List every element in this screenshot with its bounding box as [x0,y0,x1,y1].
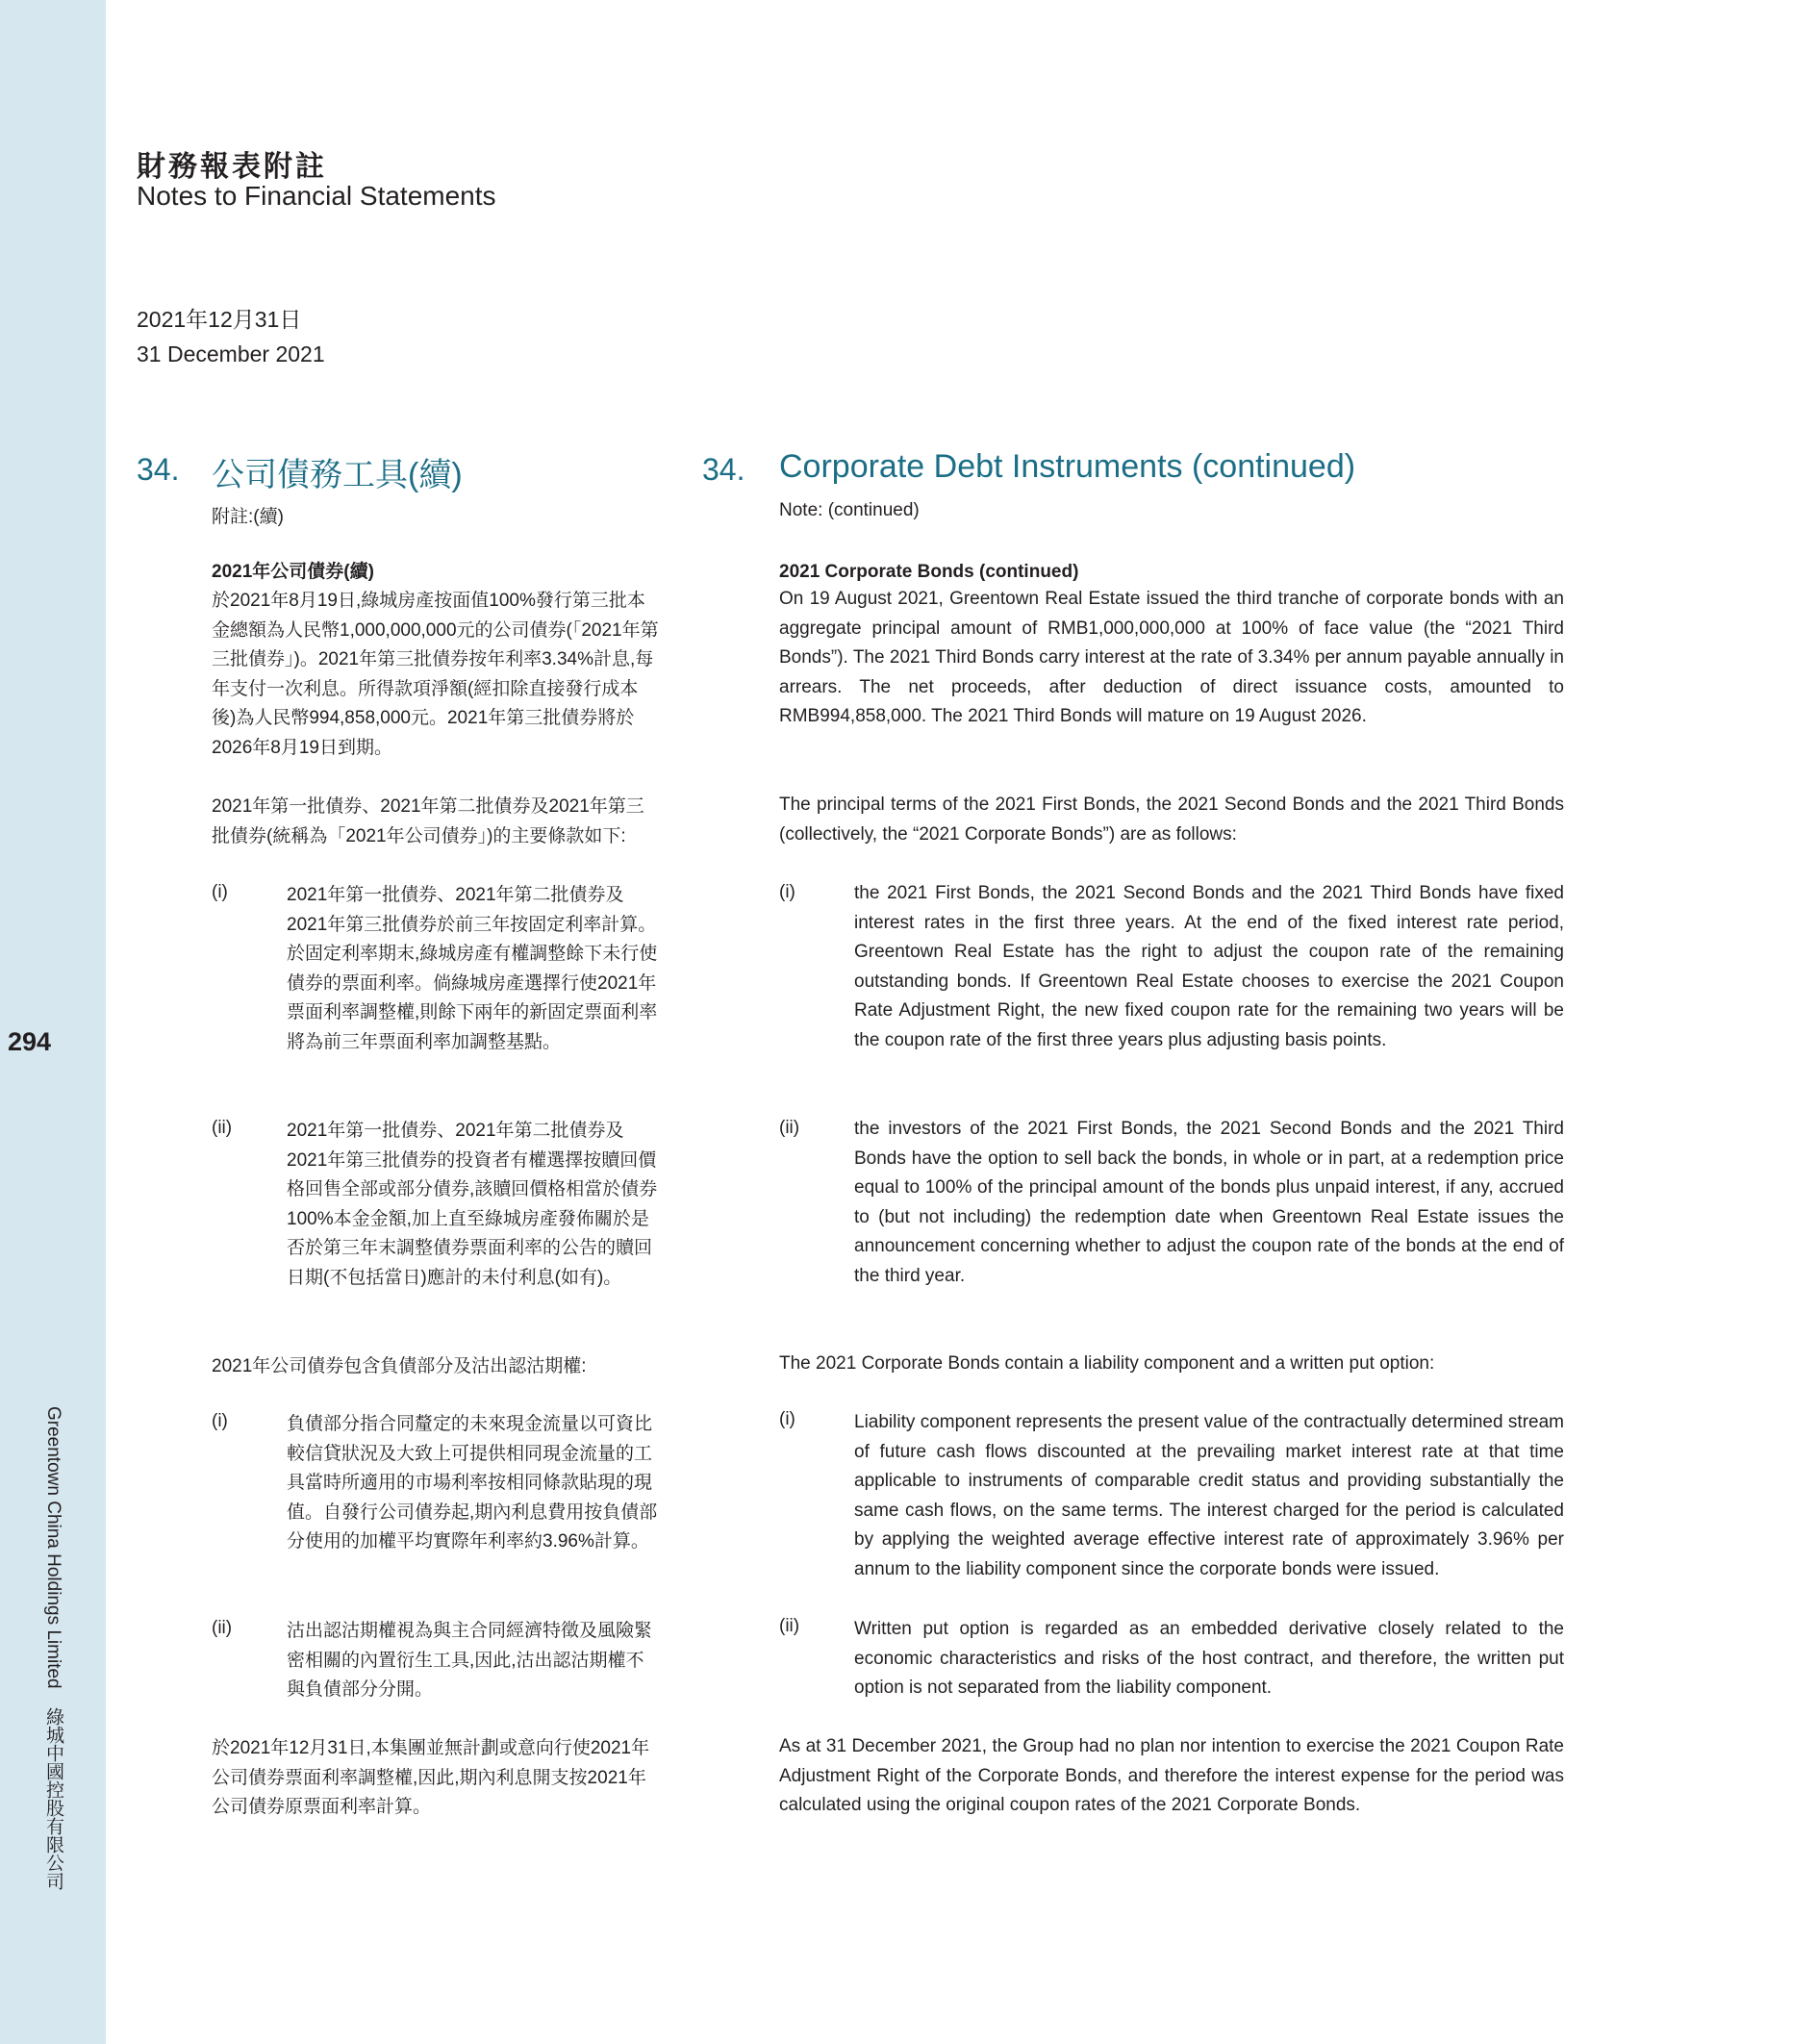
zh-paragraph-3: 2021年公司債券包含負債部分及沽出認沽期權: [212,1356,587,1376]
zh-item-1-number: (i) [212,882,228,902]
page-number: 294 [8,1027,52,1056]
en-paragraph-1: On 19 August 2021, Greentown Real Estate issued the third tranche of corporate bonds with an aggregate principal amount of RMB1,000,000,000 at 100% of face value (the “2021 Third Bonds”). The 2021 Third Bonds carry interest at the rate of 3.34% per annum payable annually in arrears. The net proceeds, after deduction of direct issuance costs, amounted to RMB994,858,000. The 2021 Third Bonds will mature on 19 August 2026. [779,589,1564,726]
zh-item-3: 負債部分指合同釐定的未來現金流量以可資比較信貸狀況及大致上可提供相同現金流量的工具當時所適用的市場利率按相同條款貼現的現值。自發行公司債券起,期內利息費用按負債部分使用的加權平均實際年利率約3.96%計算。 [287,1414,658,1552]
zh-paragraph-2: 2021年第一批債券、2021年第二批債券及2021年第三批債券(統稱為「2021年公司債券」)的主要條款如下: [212,796,644,846]
side-band [0,0,106,2044]
header-title-en: Notes to Financial Statements [137,181,496,211]
note-label-en: Note: (continued) [779,500,920,520]
zh-item-4: 沽出認沽期權視為與主合同經濟特徵及風險緊密相關的內置衍生工具,因此,沽出認沽期權不與負債部分分開。 [287,1621,653,1700]
zh-paragraph-1: 於2021年8月19日,綠城房產按面值100%發行第三批本金總額為人民幣1,000,000,000元的公司債券(「2021年第三批債券」)。2021年第三批債券按年利率3.34%計息,每年支付一次利息。所得款項淨額(經扣除直接發行成本後)為人民幣994,858,000元。2021年第三批債券將於2026年8月19日到期。 [212,591,659,758]
en-paragraph-3: The 2021 Corporate Bonds contain a liability component and a written put option: [779,1353,1435,1374]
zh-item-4-number: (ii) [212,1618,233,1638]
en-heading: 2021 Corporate Bonds (continued) [779,562,1079,582]
en-paragraph-4: As at 31 December 2021, the Group had no plan nor intention to exercise the 2021 Coupon Rate Adjustment Right of the Corporate Bonds, and therefore the interest expense for the period was calculated using the original coupon rates of the 2021 Corporate Bonds. [779,1736,1564,1815]
header-title-zh: 財務報表附註 [137,150,327,184]
en-item-4: Written put option is regarded as an embedded derivative closely related to the economic characteristics and risks of the host contract, and therefore, the written put option is not separated from the liability component. [854,1619,1564,1698]
en-item-1-number: (i) [779,882,795,902]
section-number-zh: 34. [137,452,180,487]
en-item-1: the 2021 First Bonds, the 2021 Second Bonds and the 2021 Third Bonds have fixed interest rates in the first three years. At the end of the fixed interest rate period, Greentown Real Estate has the right to adjust the coupon rate of the remaining outstanding bonds. If Greentown Real Estate chooses to exercise the 2021 Coupon Rate Adjustment Right, the new fixed coupon rate for the remaining two years will be the coupon rate of the first three years plus adjusting basis points. [854,883,1564,1050]
zh-heading: 2021年公司債券(續) [212,562,374,582]
date-en: 31 December 2021 [137,341,325,366]
zh-item-2: 2021年第一批債券、2021年第二批債券及2021年第三批債券的投資者有權選擇按贖回價格回售全部或部分債券,該贖回價格相當於債券100%本金金額,加上直至綠城房產發佈關於是否於第三年末調整債券票面利率的公告的贖回日期(不包括當日)應計的未付利息(如有)。 [287,1121,658,1288]
section-title-en: Corporate Debt Instruments (continued) [779,448,1356,485]
date-zh: 2021年12月31日 [137,307,302,332]
en-item-2-number: (ii) [779,1118,800,1138]
en-item-3-number: (i) [779,1409,795,1429]
zh-item-2-number: (ii) [212,1118,233,1138]
en-item-3: Liability component represents the present value of the contractually determined stream of future cash flows discounted at the prevailing market interest rate at that time applicable to instruments of comparable credit status and providing substantially the same cash flows, on the same terms. The interest charged for the period is calculated by applying the weighted average effective interest rate of approximately 3.96% per annum to the liability component since the corporate bonds were issued. [854,1412,1564,1579]
company-name-vertical: Greentown China Holdings Limited 綠城中國控股有限公司 [43,1406,63,1890]
en-item-2: the investors of the 2021 First Bonds, the 2021 Second Bonds and the 2021 Third Bonds have the option to sell back the bonds, in whole or in part, at a redemption price equal to 100% of the principal amount of the bonds plus unpaid interest, if any, accrued to (but not including) the redemption date when Greentown Real Estate issues the announcement concerning whether to adjust the coupon rate of the bonds at the end of the third year. [854,1119,1564,1286]
note-label-zh: 附註:(續) [212,507,284,527]
en-item-4-number: (ii) [779,1616,800,1636]
section-number-en: 34. [702,452,745,487]
zh-paragraph-4: 於2021年12月31日,本集團並無計劃或意向行使2021年公司債券票面利率調整權,因此,期內利息開支按2021年公司債券原票面利率計算。 [212,1738,650,1817]
en-paragraph-2: The principal terms of the 2021 First Bonds, the 2021 Second Bonds and the 2021 Third Bonds (collectively, the “2021 Corporate Bonds”) are as follows: [779,795,1564,845]
zh-item-3-number: (i) [212,1411,228,1431]
section-title-zh: 公司債務工具(續) [212,457,463,493]
zh-item-1: 2021年第一批債券、2021年第二批債券及2021年第三批債券於前三年按固定利率計算。於固定利率期末,綠城房產有權調整餘下未行使債券的票面利率。倘綠城房產選擇行使2021年票面利率調整權,則餘下兩年的新固定票面利率將為前三年票面利率加調整基點。 [287,885,658,1052]
